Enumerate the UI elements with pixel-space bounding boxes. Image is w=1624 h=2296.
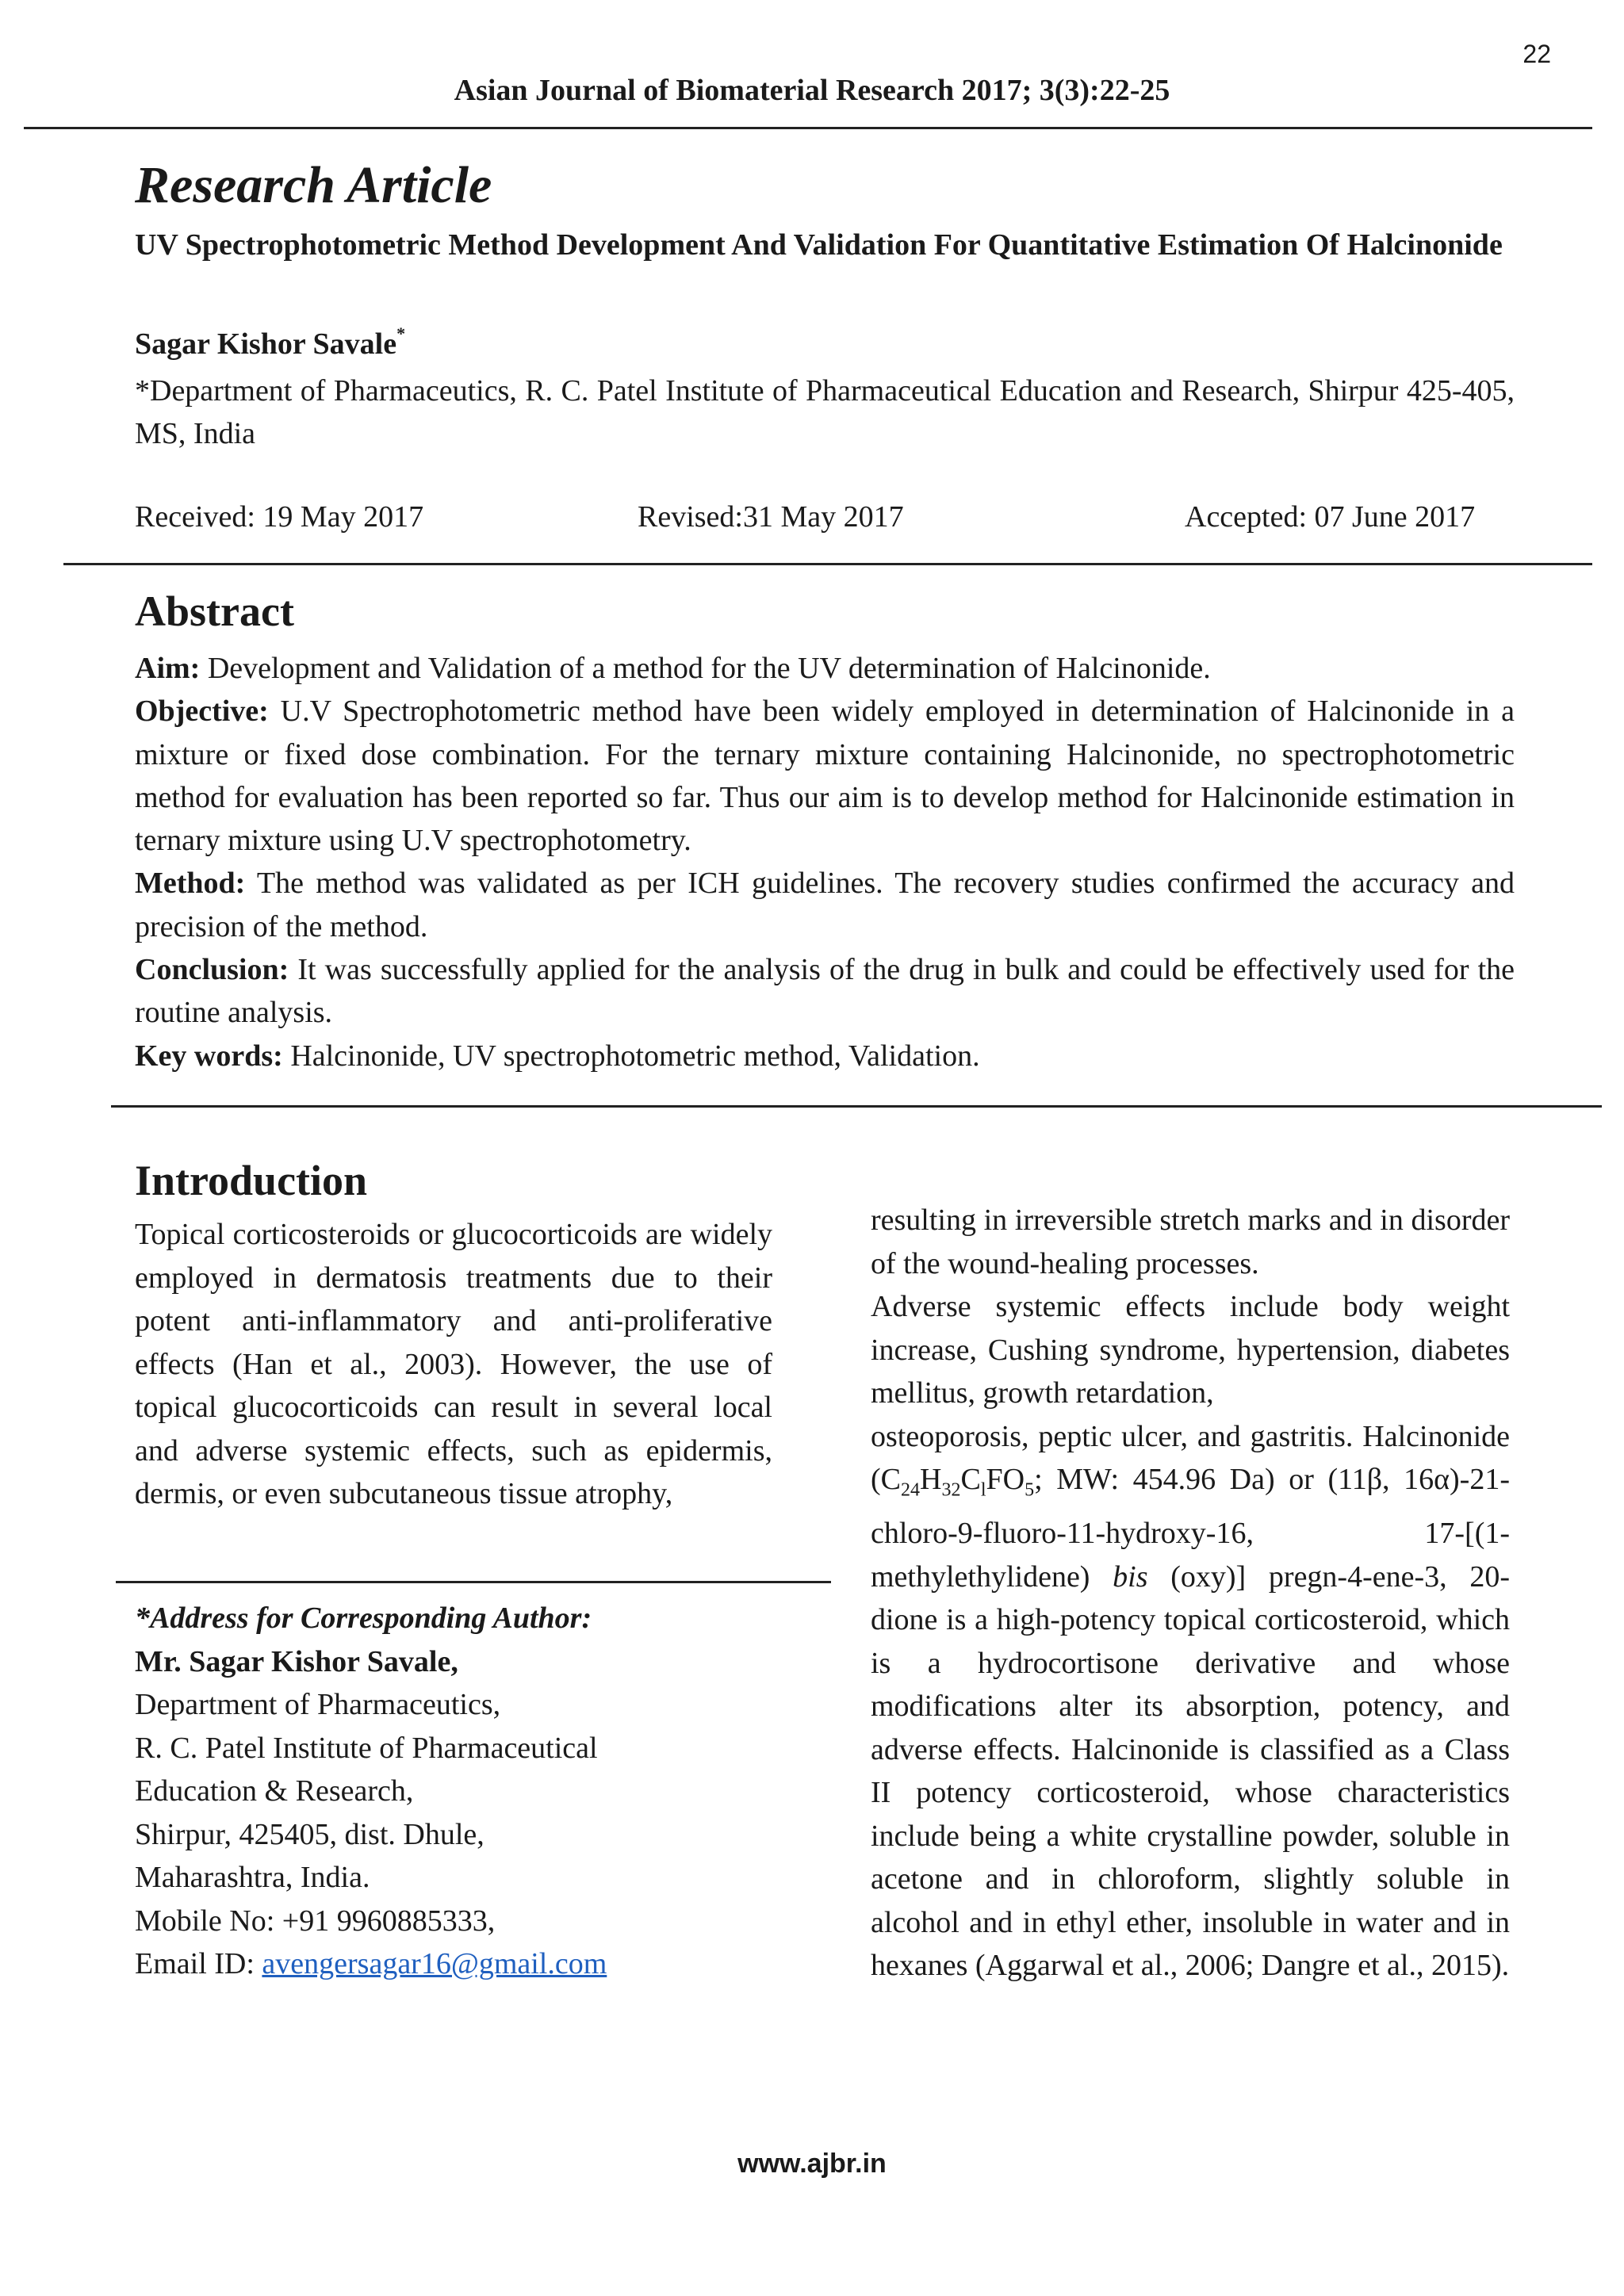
abstract-method: Method: The method was validated as per ICH guidelines. The recovery studies confirmed the accuracy and precision of the method. [135,867,1515,943]
intro-right-paragraph-2: Adverse systemic effects include body weight increase, Cushing syndrome, hypertension, diabetes mellitus, growth retardation, [871,1290,1510,1410]
correspondence-email-line: Email ID: avengersagar16@gmail.com [135,1947,607,1980]
correspondence-line: R. C. Patel Institute of Pharmaceutical [135,1731,598,1765]
abstract-aim: Aim: Development and Validation of a method for the UV determination of Halcinonide. [135,652,1211,685]
correspondence-block [135,1597,793,1986]
received-date: Received: 19 May 2017 [135,500,424,534]
intro-right-paragraph-1: resulting in irreversible stretch marks and in disorder of the wound-healing processes. [871,1203,1510,1280]
correspondence-line: Education & Research, [135,1774,414,1808]
correspondence-line: Maharashtra, India. [135,1861,370,1894]
intro-left-column [135,1213,772,1516]
dates-divider [63,563,1592,565]
introduction-heading: Introduction [135,1157,368,1204]
affiliation: *Department of Pharmaceutics, R. C. Patel Institute of Pharmaceutical Education and Research, Shirpur 425-405, MS, India [135,374,1515,450]
correspondence-line: Department of Pharmaceutics, [135,1688,501,1721]
intro-left-paragraph: Topical corticosteroids or glucocorticoids are widely employed in dermatosis treatments due to their potent anti-inflammatory and anti-proliferative effects (Han et al., 2003). However, the use of topical glucocorticoids can result in several local and adverse systemic effects, such as epidermis, dermis, or even subcutaneous tissue atrophy, [135,1218,772,1510]
header-divider [24,127,1592,129]
correspondence-mobile: Mobile No: +91 9960885333, [135,1904,496,1938]
accepted-date: Accepted: 07 June 2017 [1185,500,1476,534]
abstract-keywords: Key words: Halcinonide, UV spectrophotometric method, Validation. [135,1039,980,1073]
revised-date: Revised:31 May 2017 [638,500,904,534]
abstract-heading: Abstract [135,587,294,635]
author-name: Sagar Kishor Savale* [135,323,406,361]
footnote-divider [116,1581,831,1583]
article-type: Research Article [135,156,492,214]
intro-right-column [871,1199,1510,1988]
article-title: UV Spectrophotometric Method Development And Validation For Quantitative Estimation Of Halcinonide [135,228,1503,262]
journal-header: Asian Journal of Biomaterial Research 2017; 3(3):22-25 [454,74,1170,107]
intro-right-paragraph-3: osteoporosis, peptic ulcer, and gastritis. Halcinonide ($C_{24}H_{32}C_lFO_5$; MW: 454.96 Da) or (11β, 16α)-21-chloro-9-fluoro-11-hydroxy-16, 17-[(1-methylethylidene) bis (oxy)] pregn-4-ene-3, 20-dione is a high-potency topical corticosteroid, which is a hydrocortisone derivative and whose modifications alter its absorption, potency, and adverse effects. Halcinonide is classified as a Class II potency corticosteroid, whose characteristics include being a white crystalline powder, soluble in acetone and in chloroform, slightly soluble in alcohol and in ethyl ether, insoluble in water and in hexanes (Aggarwal et al., 2006; Dangre et al., 2015). [871,1419,1510,1983]
author-mark: * [396,323,406,344]
correspondence-heading: *Address for Corresponding Author: [135,1601,592,1635]
correspondence-line: Shirpur, 425405, dist. Dhule, [135,1817,485,1851]
abstract-conclusion: Conclusion: It was successfully applied for the analysis of the drug in bulk and could be effectively used for the routine analysis. [135,953,1515,1030]
correspondence-name: Mr. Sagar Kishor Savale, [135,1644,458,1678]
page-number: 22 [1522,40,1551,68]
abstract-objective: Objective: U.V Spectrophotometric method have been widely employed in determination of Halcinonide in a mixture or fixed dose combination. For the ternary mixture containing Halcinonide, no spectrophotometric method for evaluation has been reported so far. Thus our aim is to develop method for Halcinonide estimation in ternary mixture using U.V spectrophotometry. [135,695,1515,858]
abstract-body [135,647,1515,1077]
abstract-divider [111,1105,1602,1108]
footer-website: www.ajbr.in [737,2149,887,2179]
email-link[interactable]: avengersagar16@gmail.com [262,1947,607,1980]
